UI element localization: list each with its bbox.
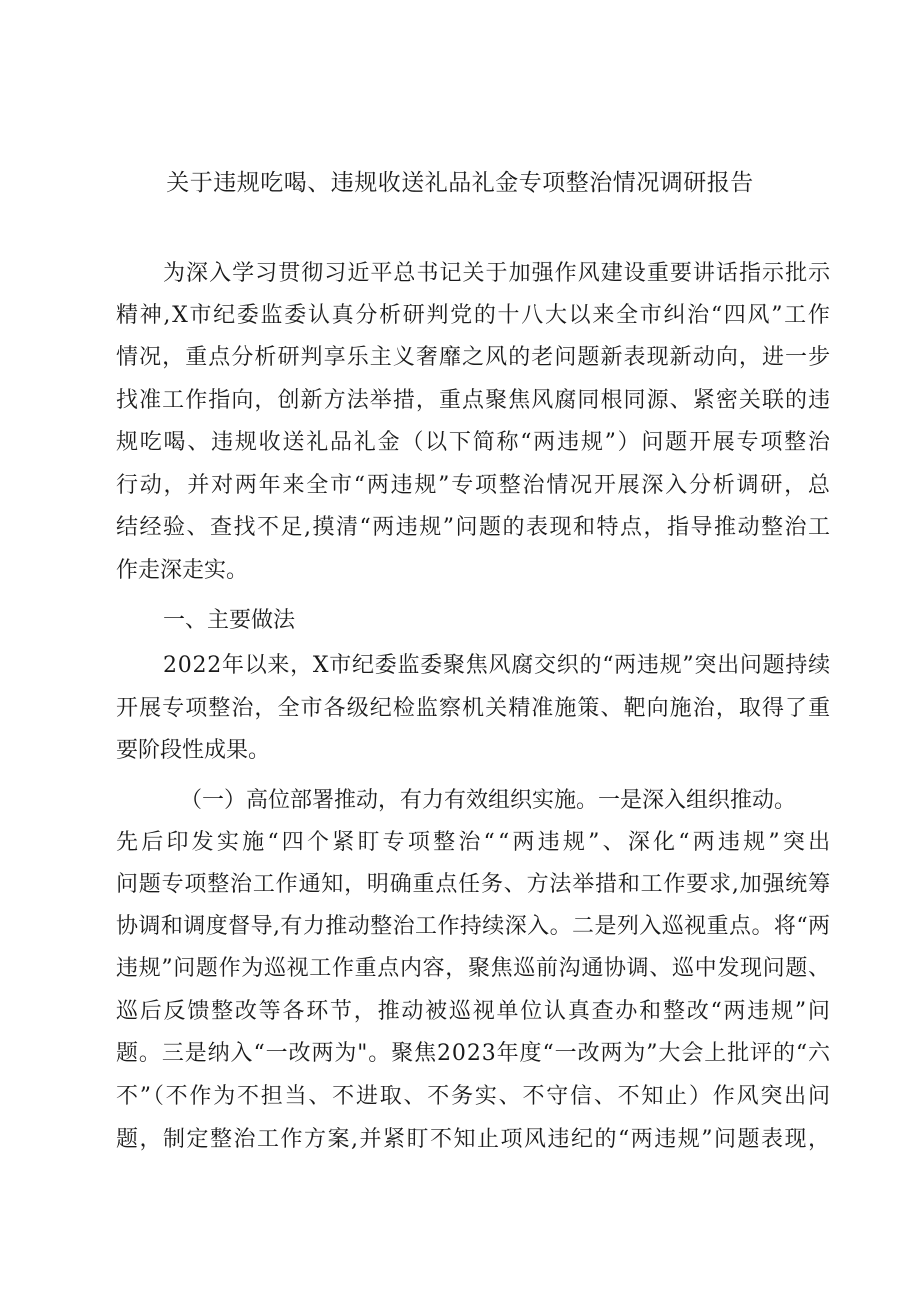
document-title: 关于违规吃喝、违规收送礼品礼金专项整治情况调研报告 [166, 170, 754, 196]
subsection-line: 协调和调度督导,有力推动整治工作持续深入。二是列入巡视重点。将“两 [116, 914, 831, 939]
section-line: 开展专项整治，全市各级纪检监察机关精准施策、靶向施治，取得了重 [116, 696, 832, 721]
intro-line: 规吃喝、违规收送礼品礼金（以下简称“两违规”）问题开展专项整治 [116, 430, 832, 455]
subsection-line: 巡后反馈整改等各环节，推动被巡视单位认真查办和整改“两违规”问 [116, 999, 832, 1024]
intro-line: 为深入学习贯彻习近平总书记关于加强作风建设重要讲话指示批示 [163, 261, 832, 286]
intro-line: 精神,X市纪委监委认真分析研判党的十八大以来全市纠治“四风”工作 [116, 303, 832, 328]
intro-line: 找准工作指向，创新方法举措，重点聚焦风腐同根同源、紧密关联的违 [116, 388, 832, 413]
subsection-line: （一）高位部署推动，有力有效组织实施。一是深入组织推动。 [180, 788, 797, 813]
intro-line: 行动，并对两年来全市“两违规”专项整治情况开展深入分析调研，总 [116, 473, 832, 498]
intro-line: 结经验、查找不足,摸清“两违规”问题的表现和特点，指导推动整治工 [116, 515, 832, 540]
subsection-line: 不”（不作为不担当、不进取、不务实、不守信、不知止）作风突出问 [116, 1084, 832, 1109]
section-line: 要阶段性成果。 [116, 738, 271, 763]
section-line: 2022年以来，X市纪委监委聚焦风腐交织的“两违规”突出问题持续 [163, 653, 831, 678]
subsection-line: 问题专项整治工作通知，明确重点任务、方法举措和工作要求,加强统筹 [116, 872, 831, 897]
subsection-line: 题，制定整治工作方案,并紧盯不知止项风违纪的“两违规”问题表现， [116, 1127, 832, 1152]
subsection-line: 题。三是纳入“一改两为"。聚焦2023年度“一改两为”大会上批评的“六 [116, 1041, 831, 1066]
subsection-line: 违规”问题作为巡视工作重点内容，聚焦巡前沟通协调、巡中发现问题、 [116, 956, 831, 981]
intro-line: 作走深走实。 [116, 558, 249, 583]
section-heading: 一、主要做法 [163, 608, 296, 633]
subsection-line: 先后印发实施“四个紧盯专项整治““两违规”、深化“两违规”突出 [116, 830, 834, 855]
intro-line: 情况，重点分析研判享乐主义奢靡之风的老问题新表现新动向，进一步 [116, 345, 832, 370]
